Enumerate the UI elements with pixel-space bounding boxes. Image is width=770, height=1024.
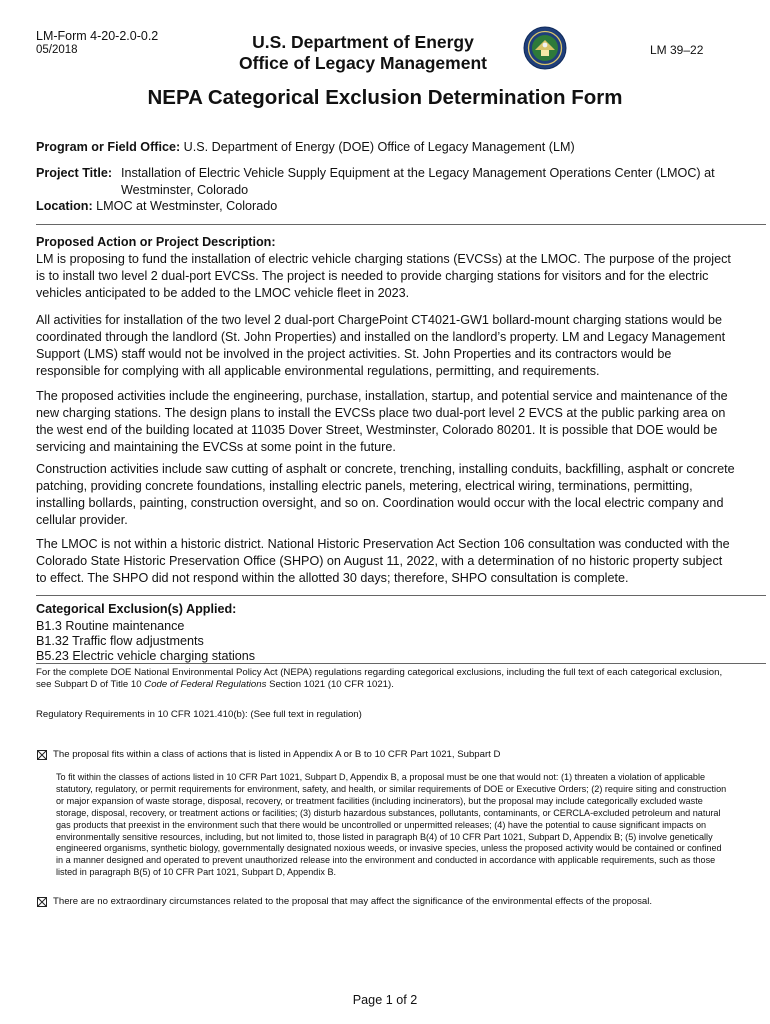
project-title-label: Project Title: [36, 166, 113, 180]
proposed-action-paragraph: The LMOC is not within a historic district. National Historic Preservation Act Section 106 consultation was conducted with the Colorado State Historic Preservation Office (SHPO) on August 11, 2022, with a determination of no historic property subject to effect. The SHPO did not respond within the allotted 30 days; therefore, SHPO consultation is complete. [36, 537, 730, 585]
project-title-line-2: Westminster, Colorado [121, 182, 249, 197]
page-number: Page 1 of 2 [352, 993, 418, 1007]
form-id: LM-Form 4-20-2.0-0.2 [36, 29, 159, 43]
reference-text: For the complete DOE National Environmental Policy Act (NEPA) regulations regarding categorical exclusions, including the full text of each categorical exclusion, see Subpart D of Title 10 [36, 667, 723, 691]
proposed-action-paragraph: The proposed activities include the engineering, purchase, installation, startup, and potential service and maintenance of the new charging stations. The design plans to install the EVCSs place two dual-port level 2 EVCS at the public parking area on the west end of the building located at 11035 Dover Street, Westminster, Colorado 80201. It is possible that DOE would be servicing and maintaining the EVCSs at some point in the future. [36, 389, 728, 454]
program-office-row [36, 139, 756, 156]
proposed-action-paragraph: LM is proposing to fund the installation of electric vehicle charging stations (EVCSs) at the LMOC. The purpose of the project is to install two level 2 dual-port EVCSs. The project is needed to provide charging stations for visitors and for the electric vehicles anticipated to be added to the LMOC vehicle fleet in 2023. [36, 252, 731, 300]
check-appendix-fit-text: The proposal fits within a class of actions that is listed in Appendix A or B to 10 CFR Part 1021, Subpart D [53, 749, 501, 760]
location-row [36, 198, 277, 215]
exclusion-item: B1.3 Routine maintenance [36, 619, 185, 633]
program-office-value: U.S. Department of Energy (DOE) Office of Legacy Management (LM) [183, 140, 575, 154]
divider [36, 224, 766, 225]
appendix-fit-explanation: To fit within the classes of actions listed in 10 CFR Part 1021, Subpart D, Appendix B, a proposal must be one that would not: (1) threaten a violation of applicable statutory, regulatory, or permit requirements for environment, safety, and health, or similar requirements of DOE or Executive Orders; (2) require siting and construction or major expansion of waste storage, disposal, recovery, or treatment facilities (including incinerators), but the proposal may include categorically excluded waste storage, disposal, recovery, or treatment actions or facilities; (3) disturb hazardous substances, pollutants, contaminants, or CERCLA-excluded petroleum and natural gas products that preexist in the environment such that there would be uncontrolled or unpermitted releases; (4) have the potential to cause significant impacts on environmentally sensitive resources, including, but not limited to, those listed in paragraph B(4) of 10 CFR Part 1021, Subpart D, Appendix B; (5) involve genetically engineered organisms, synthetic biology, governmentally designated noxious weeds, or invasive species, unless the proposed activity would be contained or confined in a manner designed and operated to prevent unauthorized release into the environment and conducted in accordance with applicable requirements, such as those listed in paragraph B(5) of 10 CFR Part 1021, Subpart D, Appendix B. [56, 772, 727, 878]
proposed-action-paragraph: All activities for installation of the two level 2 dual-port ChargePoint CT4021-GW1 bollard-mount charging stations would be coordinated through the landlord (St. John Properties) and installed on the landlord’s property. LM and Legacy Management Support (LMS) staff would not be involved in the project activities. St. John Properties and its contractors would be responsible for complying with all applicable environmental regulations, permitting, and requirements. [36, 313, 726, 378]
program-office-label: Program or Field Office: [36, 140, 181, 154]
document-number: LM 39–22 [650, 43, 704, 57]
regulatory-requirements: Regulatory Requirements in 10 CFR 1021.410(b): (See full text in regulation) [36, 709, 362, 720]
divider [36, 663, 766, 664]
checkbox-appendix-fit[interactable] [37, 750, 47, 760]
agency-line-2: Office of Legacy Management [239, 53, 487, 73]
location-label: Location: [36, 199, 93, 213]
project-title-line-1: Installation of Electric Vehicle Supply Equipment at the Legacy Management Operations Center (LMOC) at [121, 166, 715, 180]
proposed-action-paragraph: Construction activities include saw cutting of asphalt or concrete, trenching, installing conduits, backfilling, asphalt or concrete patching, providing concrete foundations, installing electric panels, metering, electrical wiring, terminations, permitting, installing bollards, painting, construction oversight, and so on. Coordination would occur with the local electric company and cellular provider. [36, 462, 735, 527]
exclusion-item: B1.32 Traffic flow adjustments [36, 634, 204, 648]
form-date: 05/2018 [36, 44, 78, 56]
exclusion-item: B5.23 Electric vehicle charging stations [36, 649, 256, 663]
nepa-reference-text [36, 667, 736, 692]
checkbox-checked-icon [37, 750, 47, 760]
reference-text-end: Section 1021 (10 CFR 1021). [266, 679, 394, 691]
checkbox-no-extraordinary-circumstances[interactable] [37, 897, 47, 907]
agency-line-1: U.S. Department of Energy [252, 32, 474, 52]
page-title: NEPA Categorical Exclusion Determination Form [147, 86, 623, 109]
doe-seal-icon [523, 26, 567, 70]
agency-name [224, 32, 502, 74]
proposed-action-heading: Proposed Action or Project Description: [36, 235, 276, 249]
project-title-value [121, 165, 741, 198]
reference-cfr-title: Code of Federal Regulations [144, 679, 267, 691]
divider [36, 595, 766, 596]
exclusions-heading: Categorical Exclusion(s) Applied: [36, 602, 237, 616]
checkbox-checked-icon [37, 897, 47, 907]
check-no-extraordinary-circumstances-text: There are no extraordinary circumstances related to the proposal that may affect the significance of the environmental effects of the proposal. [53, 896, 653, 907]
location-value: LMOC at Westminster, Colorado [96, 199, 278, 213]
